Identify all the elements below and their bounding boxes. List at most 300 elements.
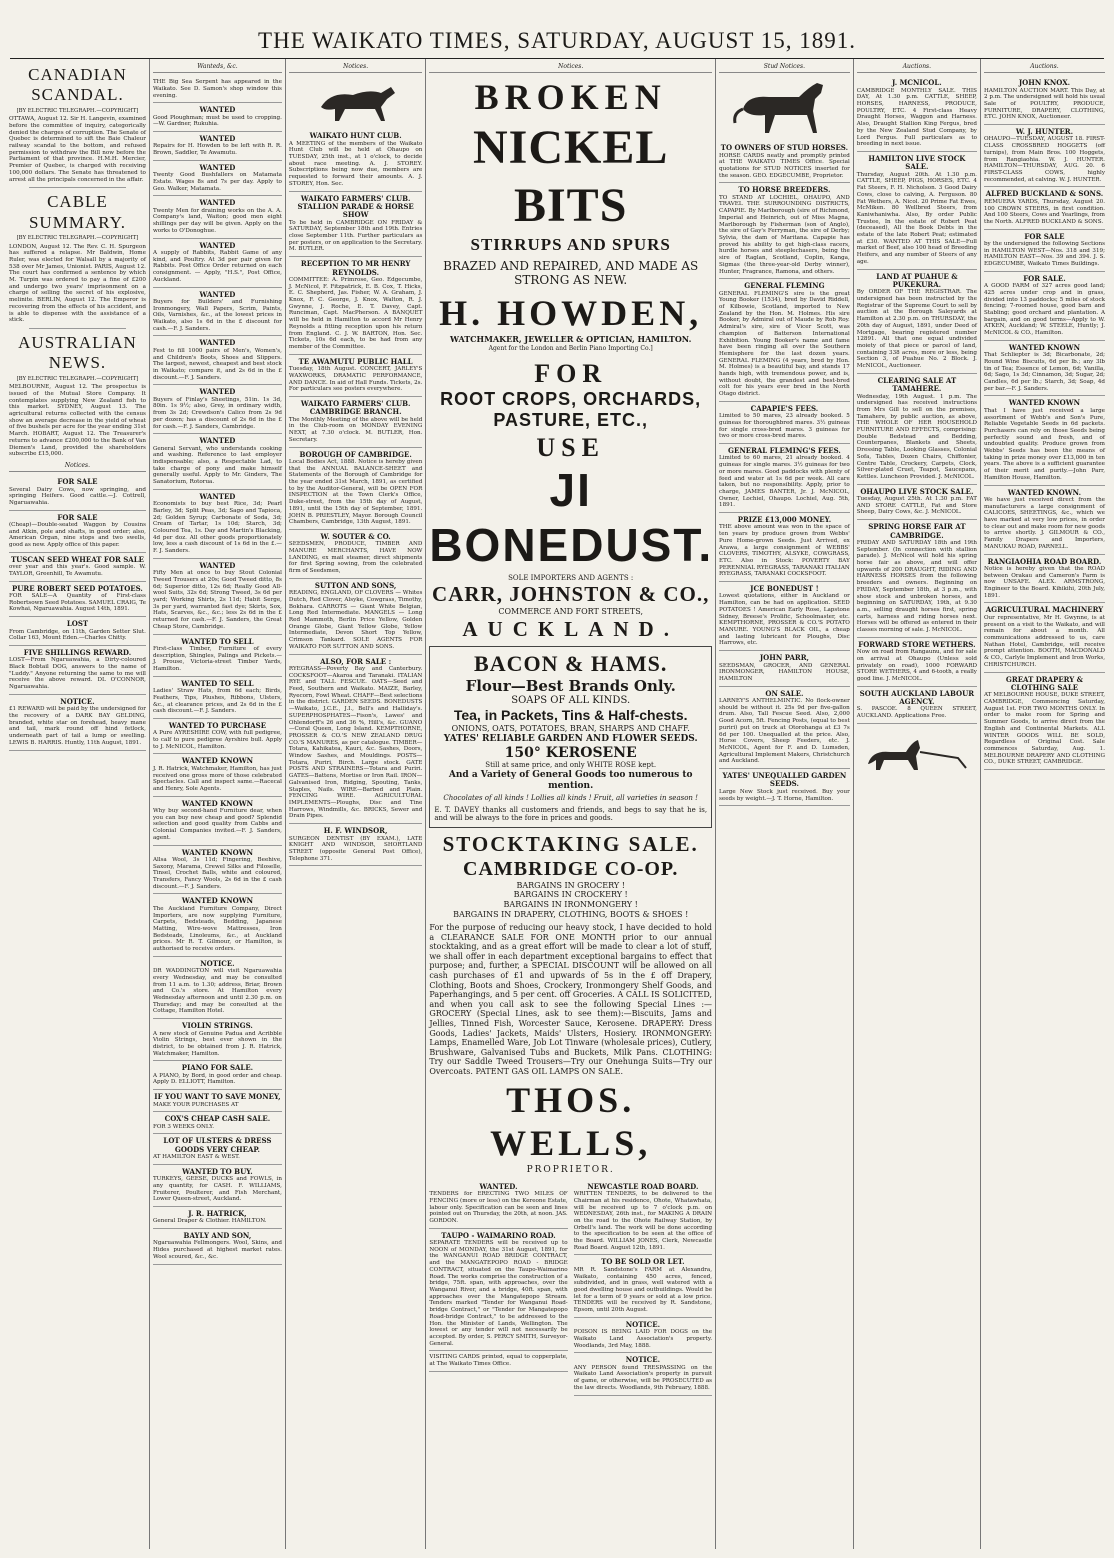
ad-heading: WANTED [199,289,236,299]
newcastle-road-ad [574,1180,712,1256]
advertisement [984,603,1105,672]
ad-heading: LOT OF ULSTERS & DRESS GOODS VERY CHEAP. [163,1136,272,1154]
ad-heading: TUSCAN SEED WHEAT FOR SALE [10,554,144,564]
ad-heading: SUTTON AND SONS, [314,580,397,590]
canadian-scandal-heading: CANADIAN SCANDAL. [28,65,127,105]
ad-body: TO STAND AT LOCHIEL, OHAUPO, AND TRAVEL THE SURROUNDING DISTRICTS, CAPAPIE. By Marlborough (sire of Richmond, Imperial and Heinrich, out of Miss Magna, Marlborough by Fisherman (son of Anglo), the sire of Gay's Ferryman, the sire of Derby; Sylvia, the dam of Maritana. Capapie has proved his ability to get high-class racers, hurdle horses and steeplechasers, being the sire of Raglan, Scotland, Coplin, Kanga, Sigmas (the three-year-old Derby winner), Hunter, Fragrance, Ramona, and others. [719,194,850,275]
ad-body: AT HAMILTON EAST & WEST. [152,1154,240,1161]
column-auctions-mcnicol [854,59,981,1549]
ad-body: AT MELBOURNE HOUSE, DUKE STREET, CAMBRIDGE, Commencing Saturday, August 1st. FOR TWO MONTHS ONLY. In order to make room for Spring and Summer Goods, to arrive direct from the English and Continental Markets. ALL WINTER GOODS WILL BE SOLD, Regardless of Original Cost. Sale commences Saturday, Aug. 1. MELBOURNE DRAPERY AND CLOTHING CO., DUKE STREET, CAMBRIDGE. [983,692,1105,766]
tea-heading: Tea, in Packets, Tins & Half-chests. [453,707,688,724]
ad-heading: WANTED TO BUY. [182,1166,253,1176]
advertisement [984,486,1105,555]
chocolates-text: Chocolates of all kinds ! Lollies all kinds ! Fruit, all varieties in season ! [443,794,698,803]
ad-heading: WANTED KNOWN [181,847,253,857]
ad-heading: TO HORSE BREEDERS. [738,185,831,195]
ad-body: Fest to fill 1000 pairs of Men's, Women's, and Children's Boots, Shoes and Slippers. The largest, newest, cheapest and best stock in Waikato; compare it, and 2s 6d in the £ discount.—F. J. Sanders. [152,347,282,381]
ad-body: MAKE YOUR PURCHASES AT [152,1101,239,1108]
advertisement [153,385,282,434]
ad-heading: IF YOU WANT TO SAVE MONEY, [154,1092,281,1102]
advertisement [153,677,282,719]
advertisement [719,769,850,806]
ad-body: Ladies' Straw Hats, from 6d each; Birds, Feathers, Tips, Plushes, Ribbons, Ulsters, &c., at clearance prices, and 2s 6d in the £ cash discount.—F. J. Sanders. [152,688,282,715]
ad-body: Notice is hereby given that the ROAD between Orakau and Cameron's Farm is now UNSAFE. ALEX. ARMSTRONG, Engineer to the Board. Kihikihi, 20th July, 1891. [983,565,1105,599]
advertisement [153,754,282,796]
ad-body: COMMITTEE: A. Primrose, Geo. Edgecumbe, J. McNicol, F. Fitzpatrick, E. B. Cox, T. Hicks, E. C. Shepherd, Jas. Fisher, W. A. Graham, J. Knox, F. C. George, J. Knox, Walton, R. J. Gwynne, J. Roche, E. T. Davey, Capt. Runciman, Capt. MacPherson. A BANQUET will be held in Hamilton to accord Mr Henry Reynolds a fitting reception upon his return from England. C. J. W. BARTON, Hon. Sec. Tickets, 10s 6d each, to be had from any member of the Committee. [288,276,423,350]
wanteds-heading: Wanteds, &c. [153,61,282,73]
ad-heading: W. SOUTER & CO. [320,531,391,541]
advertisement [984,673,1105,771]
advertisement [289,530,422,579]
hunting-dog-illustration [311,77,401,125]
ad-heading: WANTED [199,134,236,144]
advertisement [153,1207,282,1229]
auctions-heading: Auctions. [984,61,1105,73]
advertisement [719,687,850,769]
ad-body: We have just received direct from the manufacturers a large consignment of CALICOES, SHEETINGS, &c., which we have marked at very low prices, in order to clear out and make room for new goods to arrive shortly. J. GILMOUR & CO., Family Drapers and Importers, MANUKAU ROAD, PARNELL. [983,496,1105,550]
ad-heading: WANTED [199,338,236,348]
variety-text: And a Variety of General Goods too numerous to mention. [448,769,693,791]
advertisement [153,719,282,755]
advertisement [153,132,282,161]
ad-heading: WANTED TO SELL [181,678,254,688]
advertisement [289,355,422,397]
advertisement [289,655,422,825]
col1-ads [9,475,146,750]
column-stud-notices [716,59,854,1549]
ad-body: OHAUPO—TUESDAY, AUGUST 18. FIRST-CLASS CROSSBRED HOGGETS (off turnips), from Main Bros. 100 Hoggets, from Rangiaohia. W. J. HUNTER. HAMILTON—THURSDAY, AUG. 20. 6 FIRST-CLASS COWS, highly recommended, at calving. W. J. HUNTER. [983,136,1105,183]
advertisement [984,125,1105,187]
ad-body: Limited to 50 mares, 23 already booked. 5 guineas for thoroughbred mares. 3½ guineas for single cross-bred mares. 3 guineas for two or more cross-bred mares. [719,413,850,440]
ad-body: GENERAL FLEMING'S sire is the great Young Booker (1534), bred by David Riddell, of Kilbowie, Scotland, imported to New Zealand by the Hon. M. Holmes. His sire Booker, by Admiral out of Maude by Rob Roy. Admiral's sire, sire of Vicer Scott, was champion of Batterson International Exhibition. Young Booker's name and fame have been ringing all over the Southern Hemisphere for the last dozen years. GENERAL FLEMING (4 years, bred by Hon. M. Holmes) is a beautiful bay, and stands 17 hands high, with tremendous power, and is, without doubt, the grandest and best-bred colt for his years ever bred in the North Otago district. [719,290,850,398]
advertisement [153,161,282,197]
soaps-heading: SOAPS OF ALL KINDS. [511,695,631,707]
visiting-cards-ad [429,1351,567,1371]
ad-body: Fifty Men at once to buy Stout Colonial Tweed Trousers at 20s; Good Tweed ditto, 8s 6d; Superior ditto, 12s 6d; Really Good All-wool Suits, 32s 6d; Strong Tweed, 3s 6d per yard; Working Shirts, 2s 11d; Habit Serge, 3s per yard, warranted fast dye; Skirts, Sox, Hats, Scarves, &c., &c.; less 2s 6d in the £ returned for cash.—F. J. Sanders, the Great Cheap Store, Cambridge. [152,570,282,630]
advertisement [153,336,282,385]
advertisement [153,1134,282,1164]
ad-body: That I have just received a large assortment of Webb's and Son's Pure, Reliable Vegetable Seeds in 6d packets. Purchasers can rely on those Seeds being perfectly sound and fresh, and of undoubted quality. Produce grown from Webbs' Seeds has been the means of taking in prize money over £13,000 in ten years. The above is a sufficient guarantee of their merit and purity.—John Parr, Hamilton House, Hamilton. [983,407,1105,481]
advertisement [153,288,282,337]
ad-heading: NOTICE. [200,958,235,968]
col3-ads [289,129,422,866]
ad-heading: NOTICE. [625,1355,661,1365]
ad-heading: WANTED KNOWN [181,756,253,766]
bonedust-heading: JI BONEDUST. [429,464,714,572]
ad-body: That Schliepter is 3d; Bicarbonate, 2d; Round Wine Biscuits, 6d per lb.; any 3lb tin of Tea; Essence of Lemon, 6d; Vanilla, 6d; Sago, 1s 3d; Cinnamon, 3d; Sugar, 2d; Candles, 6d per lb.; Starch, 3d; Soap, 4d per bar.—F. J. Sanders. [983,352,1105,392]
advertisement [719,582,850,651]
ad-heading: WANTED. [479,1181,518,1191]
masthead: THE WAIKATO TIMES, SATURDAY, AUGUST 15, 1891. [258,28,856,53]
ad-heading: BAYLY AND SON, [183,1231,252,1241]
bargain-line: BARGAINS IN CROCKERY ! [513,890,628,900]
trespass-notice-ad [574,1353,712,1395]
column-wanteds [150,59,286,1549]
ad-heading: W. J. HUNTER. [1015,127,1074,137]
ad-heading: GREAT DRAPERY & CLOTHING SALE [1005,674,1084,692]
ad-body: over year and this year's. Good sample. W. TAYLOR, Greenhill, Te Awamutu. [9,564,146,577]
ad-heading: ALFRED BUCKLAND & SONS. [985,189,1104,199]
canadian-byline: [BY ELECTRIC TELEGRAPH.—COPYRIGHT] [16,107,139,114]
taupo-road-ad [429,1229,567,1352]
ad-body: TENDERS for ERECTING TWO MILES OF FENCING (more or less) on the Kereone Estate, labour only. Specification can be seen and lines pointed out on Thursday, the 20th, at noon. JAS. GORDON. [429,1191,568,1224]
ad-body: SEEDSMAN, GROCER, AND GENERAL IRONMONGER, HAMILTON HOUSE, HAMILTON [719,662,850,682]
ad-heading: WAIKATO FARMERS' CLUB. STALLION PARADE & HORSE SHOW [297,193,414,220]
ad-body: To be held in CAMBRIDGE ON FRIDAY & SATURDAY, September 18th and 19th. Entries close September 11th. Further particulars as per posters, or on application to the Secretary. M. BUTLER. [288,219,423,253]
ad-heading: TAUPO - WAIMARINO ROAD. [441,1230,556,1240]
ad-body: From Cambridge, on 11th, Garden Setter Slut. Collar 163, Mount Eden.—Charles Chitty. [9,628,146,642]
advertisement [984,396,1105,485]
notices-heading: Notices. [429,61,712,73]
ad-body: The Monthly Meeting of the above will be held in the Club-room on MONDAY EVENING NEXT, at 7.30 o'clock. M. BUTLER, Hon. Secretary. [288,416,423,443]
advertisement [153,1090,282,1112]
ad-body: A MEETING of the members of the Waikato Hunt Club will be held at Ohaupo on TUESDAY, 25th inst., at 1 o'clock, to decide about race meeting. A. J. STOREY. Subscriptions being now due, members are requested to forward their amounts. A. J. STOREY, Hon. Sec. [288,140,423,187]
ad-heading: WANTED [199,162,236,172]
advertisement [719,279,850,402]
ad-heading: TE AWAMUTU PUBLIC HALL [298,356,413,366]
advertisement [153,434,282,490]
ad-heading: LAND AT PUAHUE & PUKEKURA. [876,271,958,289]
col2-ads [153,76,282,1264]
auctions-heading: Auctions. [857,61,977,73]
thos-wells-heading: THOS. WELLS, [490,1079,652,1163]
howden-heading: H. HOWDEN, [439,292,703,333]
stud-notices-heading: Stud Notices. [719,61,850,73]
ad-heading: COX'S CHEAP CASH SALE. [164,1114,271,1124]
ad-body: Our representative, Mr H. Gwynne, is at present on a visit to the Waikato, and will remain for about a month. All communications addressed to us, care Nathan Hotel, Cambridge, will receive prompt attention. BOOTH, MACDONALD & CO., Carlyle Implement and Iron Works, CHRISTCHURCH. [983,614,1105,668]
ad-body: Buyers of Finlay's Sheetings, 51in. 1s 3d, 80in. 1s 9½; also, Grey, in ordinary width, from 3s 2d; Crewdson's Calico from 2s 9d per dozen; has a discount of 2s 6d in the £ for cash.—F. J. Sanders, Cambridge. [152,396,282,430]
ad-heading: TO OWNERS OF STUD HORSES. [720,143,849,153]
advertisement [9,475,146,511]
ad-body: Local Bodies Act, 1888. Notice is hereby given that the ANNUAL BALANCE-SHEET and Statements of the Borough of Cambridge for the year ended 31st March, 1891, as certified to by the Auditor-General, will be OPEN FOR INSPECTION at the Town Clerk's Office, Duke-street, from the 15th day of August, 1891, until the 15th day of September, 1891. JOHN B. PRIESTLEY, Mayor. Borough Council Chambers, Cambridge, 13th August, 1891. [288,458,423,526]
ad-body: By ORDER OF THE REGISTRAR. The undersigned has been instructed by the Registrar of the Supreme Court to sell by auction at the Borough Saleyards at Hamilton at 2.30 p.m. on THURSDAY, the 20th day of August, 1891, under Deed of Mortgage, bearing registered number 12891. All that one equal undivided moiety of that piece or parcel of land, containing 338 acres, more or less, being Section 3, of Puahue No. 2 Block. J. McNICOL, Auctioneer. [856,289,977,370]
ad-heading: WANTED KNOWN [181,798,253,808]
ad-heading: BOROUGH OF CAMBRIDGE. [299,449,412,459]
ad-body: Several Dairy Cows, now springing, and springing Heifers. Good cattle.—J. Cottrell, Ngaruawahia. [9,486,146,506]
ad-body: Economists to buy best Rice, 3d; Pearl Barley, 3d; Split Peas, 3d; Sago and Tapioca, 2d; Golden Syrup; Carbonate of Soda, 3d; Cream of Tartar, 1s 10d; Starch, 3d; Coloured Tea, 1s. Day and Martin's Blacking, 4d per doz. All other goods proportionately low, less a cash discount of 1s 6d in the £.—F. J. Sanders. [152,501,282,555]
ad-body: LOST—From Ngaruawahia, a Dirty-coloured Black Bobtail DOG, answers to the name of "Luddy." Anyone returning the same to me will receive the above reward. DL O'CONNOR, Ngaruawahia. [9,657,146,691]
ad-body: POISON IS BEING LAID FOR DOGS on the Waikato Land Association's property. Woodlands, 3rd May, 1888. [573,1329,713,1349]
davey-thanks-text: E. T. DAVEY thanks all customers and friends, and begs to say that he is, and will be always to the fore in prices and goods. [434,805,708,823]
ad-heading: FOR SALE [1024,231,1065,241]
advertisement [719,141,850,183]
notices-heading: Notices. [289,61,422,73]
ad-heading: PIANO FOR SALE. [181,1063,254,1073]
ad-heading: TO BE SOLD OR LET. [601,1257,685,1267]
ad-heading: HAMILTON LIVE STOCK SALE. [868,153,966,172]
advertisement [857,152,977,270]
flour-heading: Flour—Best Brands Only. [465,677,676,696]
ad-body: Allsa Wool, 3s 11d; Fingering, Beehive, Saxony, Marama, Crewel Silks and Filoselle, Tinsel, Crochet Balls, white and coloured, Transfers, Fancy Wools, 2s 6d in the £ cash discount.—F. J. Sanders. [152,856,282,890]
advertisement [984,76,1105,125]
ad-heading: NOTICE. [625,1319,661,1329]
ad-body: CAMBRIDGE MONTHLY SALE. THIS DAY, At 1.30 p.m. CATTLE, SHEEP, HORSES, HARNESS, PRODUCE, POULTRY, ETC. 4 First-class Heavy Draught Horses, Waggon and Harness. Also, Draught Stallion King Fergus, bred by the New Zealand Stud Company, by Lord Fergus. Full particulars as to breeding in next issue. [856,87,977,148]
advertisement [153,957,282,1019]
advertisement [857,687,977,724]
advertisement [9,511,146,553]
advertisement [289,257,422,355]
ad-heading: WANTED KNOWN [1008,342,1081,352]
ad-body: SURGEON DENTIST (BY EXAM.), LATE KNIGHT AND WINDSOR, SHORTLAND STREET (opposite General Post Office), Telephone 371. [288,835,423,862]
advertisement [984,555,1105,604]
column-news [6,59,150,1549]
ad-body: General Servant, who understands cooking and washing. Reference to last employer indispensable; also, a Respectable Lad, to take charge of pony and make himself generally useful. Apply to Mr. Ginders, The Sanatorium, Rotorua. [152,445,282,486]
cable-summary-heading: CABLE SUMMARY. [28,192,126,232]
ad-body: A new stock of Genuine Padua and Acribble Violin Strings, best ever shown in the district, to be obtained from J. R. Hatrick, Watchmaker, Hamilton. [152,1030,282,1057]
ad-heading: WANTED TO SELL [181,636,254,646]
advertisement [719,402,850,444]
ad-heading: WANTED [199,436,236,446]
kerosene-subtext: Still at same price, and only WHITE ROSE kept. [485,761,657,770]
ad-heading: RECEPTION TO MR HENRY REYNOLDS. [300,259,411,277]
advertisement [289,397,422,448]
proprietor-label: PROPRIETOR. [526,1164,615,1175]
stirrups-heading: STIRRUPS AND SPURS [470,234,671,254]
advertisement [153,797,282,846]
ad-body: READING, ENGLAND, OF CLOVERS — Whites Dutch, Red Clover, Alsyke, Cowgrass, Timothy, Bokhara. CARROTS — Giant White Belgian, Long Red Intermediate. MANGELS — Long Red Mammoth, Berlin Price Yellow, Golden Orange Globe, Giant Yellow Globe, Yellow Intermediate, Devon Short Top Yellow, Crimson Tankard. SOLE AGENTS FOR WAIKATO FOR SUTTON AND SONS. [288,590,423,650]
advertisement [153,894,282,956]
column-display-ads [426,59,716,1549]
ad-heading: WANTED TO PURCHASE [168,720,267,730]
ad-heading: ALSO, FOR SALE : [320,656,392,666]
ad-body: A GOOD FARM of 327 acres good land; 425 acres under crop and in grass, divided into 13 paddocks; 5 miles of stock fencing; 7-roomed house, good barn and Stabling; good orchard and plantation. A bargain, and on good terms—Apply to W. ATKEN, Auckland; W. STEELE, Huntly; J. McNICOL & CO., Hamilton. [983,283,1105,337]
advertisement [984,272,1105,341]
broken-heading: BROKEN [474,77,667,118]
commerce-streets: COMMERCE AND FORT STREETS, [498,607,643,617]
ad-heading: FIVE SHILLINGS REWARD. [23,647,132,657]
ad-heading: SOUTH AUCKLAND LABOUR AGENCY. [859,688,975,707]
bargain-line: BARGAINS IN GROCERY ! [516,880,625,890]
ad-body: VISITING CARDS printed, equal to copperplate, at The Waikato Times Office. [429,1354,568,1368]
advertisement [9,617,146,646]
nickel-bits-heading: NICKEL BITS [473,121,669,232]
advertisement [857,520,977,638]
advertisement [153,1019,282,1061]
canadian-body: OTTAWA, August 12. Sir H. Langevin, examined before the committee of inquiry, categorically denied the charges of corruption. The Senate of Quebec is determined to sift the Baie Chaleur railway scandal to the bottom, and refused permission to withdraw the Bill now before the Parliament of that province. H.M.H. Mercier, Premier of Quebec, is charged with receiving 100,000 dollars. The Senate has threatened to arrest all the principals concerned in the affair. [9,116,146,183]
ad-body: Tuesday, August 25th. At 1.30 p.m. FAT AND STORE CATTLE, Fat and Store Sheep, Dairy Cows, &c. J. McNICOL. [856,496,977,516]
ad-body: J. R. Hatrick, Watchmaker, Hamilton, has just received one gross more of those celebrated Spectacles. Call and inspect same.—Racecal and Henry, Sole Agents. [152,765,282,792]
bacon-hams-heading: BACON & HAMS. [474,651,668,676]
howden-subheading: WATCHMAKER, JEWELLER & OPTICIAN, HAMILTON. [449,333,692,344]
ad-heading: WANTED [199,491,236,501]
columns [6,59,1108,1549]
ad-heading: RANGIAOHIA ROAD BOARD. [987,556,1102,566]
advertisement [719,444,850,513]
advertisement [719,183,850,279]
ad-body: Why buy second-hand Furniture dear, when you can buy new cheap and good? Splendid selection and good quality from Cabbs and Colonial Companies invited.—F. J. Sanders, agent. [152,808,282,841]
col4-right-ads [574,1180,712,1396]
advertisement [153,1112,282,1134]
ad-body: General Draper & Clothier. HAMILTON. [152,1218,267,1225]
ad-body: Now on road from Rangaunu, and for sale on arrival at Ohaupo (Unless sold privately on road), 1000 FORWARD STORE WETHERS, 4 and 6-tooth, a really good line. J. McNICOL. [856,649,977,682]
ad-heading: WANTED KNOWN [181,896,253,906]
ad-heading: AGRICULTURAL MACHINERY [985,605,1104,615]
advertisement [153,846,282,895]
advertisement [153,559,282,635]
divider [29,187,126,188]
advertisement [857,76,977,152]
ad-heading: OHAUPO LIVE STOCK SALE. [860,486,974,496]
ad-heading: PRIZE £13,000 MONEY. [737,515,832,525]
ad-heading: NEWCASTLE ROAD BOARD. [587,1181,699,1191]
root-crops-heading: ROOT CROPS, ORCHARDS, PASTURE, ETC., [440,388,702,431]
ad-body: Tuesday, 18th August. CONCERT, JARLEY'S WAXWORKS, DRAMATIC PERFORMANCE, AND DANCE. In aid of Hall Funds. Tickets, 2s. For particulars see posters everywhere. [288,366,423,393]
cable-body: LONDON, August 12. The Rev. C. H. Spurgeon has suffered a relapse. Mr Baldwin, Home Ruler, was elected for Walsall by a majority of 538 over Mr James, Unionist. PARIS, August 12. The court has confirmed a sentence by which M. Turpin was ordered to pay a fine of £200 and undergo two years' imprisonment on a charge of selling the secret of his explosive, melinite. BERLIN, August 12. The Emperor is recovering from the effects of his accident, and is able to dispense with the assistance of a stick. [9,243,146,324]
advertisement [9,582,146,618]
advertisement [153,196,282,238]
ad-body: DR WADDINGTON will visit Ngaruawahia every Wednesday, and may be consulted from 11 a.m. to 1.30; address, Briar, Brown and Co.'s store. At Hamilton every Wednesday afternoon and until 2.30 p.m. on Thursday; and may be consulted at the Cottage, Hamilton Hotel. [152,968,282,1015]
advertisement [153,490,282,559]
bargain-line: BARGAINS IN IRONMONGERY ! [503,899,638,909]
advertisement [289,448,422,530]
advertisement [9,646,146,695]
ad-heading: WANTED [199,560,236,570]
advertisement [719,651,850,687]
col7-ads [984,76,1105,770]
advertisement [857,638,977,687]
ad-heading: YATES' UNEQUALLED GARDEN SEEDS. [722,771,847,789]
ad-body: £1 REWARD will be paid by the undersigned for the recovery of a DARK BAY GELDING, branded, white star on forehead, heavy mane and tail, mark round off hind fetlock, underneath part of tail a lump or swelling. LEWIS B. HARRIS. Huntly, 11th August, 1891. [9,706,146,746]
advertisement [289,129,422,191]
horse-illustration [729,77,839,137]
ad-heading: WANTED [199,387,236,397]
advertisement [153,1229,282,1265]
advertisement [984,230,1105,272]
ad-body: Thursday, August 20th. At 1.30 p.m. CATTLE, SHEEP, PIGS, HORSES, ETC. 4 Fat Steers, F. H. Nicholson. 3 Good Dairy Cows, close to calving, A. Ferguson. 80 Fat Wethers, A. Nicol. 20 Prime Fat Ewes, McMiken. 80 Wellbred Steers, from Kaniwhaniwha. Also, By order Public Trustee, In the estate of Robert Peat (deceased), All the Book Debts in the estate of the late Robert Peat; estimated at £30. WANTED AT THIS SALE—Full market of Beef, also 100 head of Breeding Heifers, and any number of Steers of any age. [856,171,977,265]
advertisement [153,1061,282,1090]
ad-body: by the undersigned the following Sections in HAMILTON WEST—Nos. 318 and 319; HAMILTON EAST—Nos. 39 and 394. J. S. EDGECUMBE, Waikato Times Buildings. [983,241,1105,268]
ad-body: A supply of Rabbits, Rabbit Game of any kind, and Poultry. At 3d per pair given for Rabbits. Post Office Order returned on each consignment. — Apply, "H.S.", Post Office, Auckland. [152,249,282,283]
ad-body: FOR 3 WEEKS ONLY. [152,1123,215,1130]
australian-body: MELBOURNE, August 12. The prospectus is issued of the Mutual Store Company. It contemplates supplying New Zealand fish to this market. SYDNEY, August 13. The agricultural returns collected with the census show an average decrease in the yield of wheat of five bushels per acre for the year ending 31st March. HOBART, August 12. The Treasurer's returns to advance £200,000 to the Bank of Van Diemen's Land, provided the shareholders subscribe £15,000. [9,384,146,458]
ad-body: Buyers for Builders' and Furnishing Ironmongery, Wall Papers, Scrim, Paints, Oils, Varnishes, &c., at the lowest prices in Waikato, also 1s 6d in the £ discount for cash.—F. J. Sanders. [152,298,282,332]
fencing-tender-ad [429,1180,567,1229]
ad-body: Limited to 60 mares, 21 already booked. 4 guineas for single mares. 3½ guineas for two or more mares. Good paddocks with plenty of feed and water at 1s 6d per week. All care taken, but no responsibility. Apply, prior to charge, JAMES BANTER, Jr. J. McNICOL, Owner, Lochiel, Ohaupo. Lochiel, Aug. 5th, 1891. [719,455,850,509]
ad-body: (Cheap)—Double-seated Waggon by Cousins and Atkin, pole and shafts, in good order; also, American Organ, nine stops and two swells, good as new. Apply office of this paper. [9,522,146,549]
ad-body: LARNEY'S ANTHELMINTIC. No flock-owner should be without it. 25s 9d per five-gallon drum. Also, Tall Fescue Seed. Also, 2,000 Good Acorn, 5ft. Fencing Posts, (equal to best puriri) put on truck at Otorohanga at £3 7s 6d per 100. Unequalled at the price. Also, Horse Covers, Sheep Feeders, etc. J. McNICOL, Agent for F. and D. Lumsden, Agricultural Implement Makers, Christchurch and Auckland. [719,698,850,765]
ad-body: Wednesday, 19th August. 1 p.m. The undersigned has received instructions from Mrs Gill to sell on the premises, Tamahere, by public auction, as above, THE WHOLE OF HER HOUSEHOLD FURNITURE AND EFFECTS, comprising: Double Bedstead and Bedding, Counterpanes, Blankets and Sheets, Dressing Table, Looking Glasses, Colonial Sofa, Tables, Dozen Chairs, Chiffonier, Centre Table, Crockery, Carpets, Clock, Silver-plated Cruet, Teapot, Saucepans, Kettles. Luncheon Provided. J. McNICOL. [856,393,977,480]
advertisement [289,824,422,866]
ad-heading: FOR SALE [57,512,98,522]
ad-heading: FORWARD STORE WETHERS. [858,639,976,649]
advertisement [153,103,282,132]
advertisement [984,187,1105,229]
ad-body: HAMILTON AUCTION MART. This Day, at 2 p.m. The undersigned will hold his usual Sale of POULTRY, PRODUCE, FURNITURE, DRAPERY, CLOTHING, ETC. JOHN KNOX, Auctioneer. [983,87,1105,121]
sole-agents-label: SOLE IMPORTERS AND AGENTS : [508,573,634,582]
advertisement [153,635,282,677]
ad-body: REMUERA YARDS, Thursday, August 20. 100 CROWN STEERS, in first condition. And 100 Steers, Cows and Yearlings, from the North. ALFRED BUCKLAND & SONS. [983,198,1105,225]
howden-agent: Agent for the London and Berlin Piano Importing Co.] [488,344,653,352]
carr-johnston-heading: CARR, JOHNSTON & CO., [432,582,710,607]
ad-body: Twenty Men for draining works on the A. A. Company's land, Waiton; good men eight shillings per day will be given. Apply on the works to O'Donoghue. [152,207,282,234]
ad-body: SEPARATE TENDERS will be received up to NOON of MONDAY, the 31st August, 1891, for the WANGANUI ROAD BRIDGE CONTRACT, and the MANGATEPOPO ROAD - BRIDGE CONTRACT, situated on the Taupo-Waimarino Road. The works comprise the construction of a bridge, 75ft. span, with approaches, over the Wanganui River, and a bridge, 40ft. span, with approaches over the Mangatepopo Stream. Tenders marked "Tender for Wanganui Road-bridge Contract," or "Tender for Mangatepopo Road-bridge Contract," to be addressed to the Hon. the Minister of Lands, Wellington. The lowest or any tender will not necessarily be accepted. By order, S. PERCY SMITH, Surveyor-General. [429,1240,568,1347]
ad-body: Lowest quotations, either in Auckland or Hamilton, can be had on application. SEED POTATOES ! American Early Rose, Lapstone Sidney, Breese's Prolific, Schoolmaster, etc. KEMPTHORNE, PROSSER & CO.'S POTATO MANURE. YOUNG'S BLACK OIL, a cheap and lasting lubricant for Ploughs, Disc Harrows, etc. [719,593,850,647]
ad-body: S. PASCOE. 8 QUEEN STREET, AUCKLAND. Applications Free. [856,706,977,720]
advertisement [153,76,282,103]
australian-news-heading: AUSTRALIAN NEWS. [18,333,137,373]
ad-heading: WANTED KNOWN. [1007,487,1082,497]
cambridge-coop-heading: CAMBRIDGE CO-OP. [463,857,679,880]
ad-body: FOR SALE—A Quantity of First-class Robertsown Seed Potatoes. SAMUEL CRAIG, Te Kowhai, Ngaruawahia. August 14th, 1891. [9,593,146,613]
ad-body: HORSE CARDS neatly and promptly printed at THE WAIKATO TIMES Office. Special quotations for STUD NOTICES inserted for the season. GEO. EDGECUMBE, Proprietor. [719,152,850,179]
ad-body: Repairs for H. Howden to be left with R. R. Brown, Saddler, Te Awamutu. [152,143,282,157]
ad-body: Good Ploughman; must be used to cropping.—W. Gardner, Rukuhia. [152,114,282,128]
advertisement [857,485,977,521]
column-notices [286,59,426,1549]
ad-heading: PURE ROBERT SEED POTATOES. [12,583,143,593]
notices-heading: Notices. [9,460,146,472]
ad-heading: GENERAL FLEMING'S FEES. [728,446,841,456]
ad-heading: SPRING HORSE FAIR AT CAMBRIDGE. [868,522,966,540]
advertisement [153,239,282,288]
ad-heading: JOHN KNOX. [1018,78,1071,88]
ad-heading: WANTED [199,105,236,115]
auckland-heading: AUCKLAND. [462,616,679,641]
ad-body: The Auckland Furniture Company, Direct Importers, are now supplying Furniture, Carpets, Bedsteads, Bedding, Japanese Matting, Wire-wove Mattresses, Iron Bedsteads, Linoleums, &c., at Auckland prices. Mr R. T. Gilmour, or Hamilton, is authorised to receive orders. [152,905,282,953]
ad-heading: JOHN PARR, [759,653,809,663]
advertisement [289,192,422,258]
ad-body: THE Big Sea Serpent has appeared in the Waikato. See D. Samon's shop window this evening. [152,79,282,99]
poison-notice-ad [574,1318,712,1354]
column-auctions-other [981,59,1108,1549]
coop-body: For the purpose of reducing our heavy stock, I have decided to hold a CLEARANCE SALE FOR ONE MONTH prior to our annual stocktaking, and as a great effort will be made to clear a lot of stuff, we shall offer in each department exceptional bargains to effect that purpose; and, further, a SPECIAL DISCOUNT will be allowed on all cash purchases of £1 and upwards of 5s in the £ off Drapery, Clothing, Boots and Shoes, Crockery, Ironmongery Shelf Goods, and Paperhangings, and 5 per cent. off Groceries. A CALL IS SOLICITED, and when you call ask to see the following Special Lines :— GROCERY (Special Lines, ask to see them):—Biscuits, Jams and Jellies, Tinned Fish, Worcester Sauce, Kerosene. DRAPERY: Dress Goods, Ladies' Jackets, Maids' Ulsters, Hosiery. IRONMONGERY: Lamps, Enamelled Ware, Job Lot Tinware (wholesale prices), Cutlery, Brushware, Galvanised Tubs and Buckets, Milk Pans. CLOTHING: Try our Saddle Tweed Trousers—Try our Onehunga Suits—Try our Overcoats. PATENT GAS OIL LAMPS ON SALE. [429,923,713,1076]
ad-heading: VIOLIN STRINGS. [182,1021,253,1031]
to-be-sold-ad [574,1255,712,1317]
stocktaking-heading: STOCKTAKING SALE. [442,831,699,856]
ad-heading: GENERAL FLEMING [744,281,825,291]
ad-body: WRITTEN TENDERS, to be delivered to the Chairman at his residence, Ohote, Whatawhata, will be received up to 7 o'clock p.m. on WEDNESDAY, 26th inst., for MAKING A DRAIN on the road to the Ohote Railway Station, by Orbell's land. The work will be done according to the specification to be seen at the office of the Board. WILLIAM JONES, Clerk, Newcastle Road Board. August 12th, 1891. [573,1191,713,1251]
kerosene-heading: 150° KEROSENE [504,744,637,761]
advertisement [153,1165,282,1207]
ad-heading: J. R. HATRICK, [188,1208,247,1218]
ad-heading: J. MCNICOL. [892,78,942,88]
ad-body: SEEDSMEN, PRODUCE, TIMBER AND MANURE MERCHANTS, HAVE NOW LANDING, ex mail steamer, direct shipments for first Spring sowing, from the celebrated firm of Seedsmen, [288,541,423,575]
advertisement [9,695,146,751]
ad-body: Large New Stock just received. Buy your seeds by weight.—J. T. Horne, Hamilton. [719,788,850,802]
australian-byline: [BY ELECTRIC TELEGRAPH.—COPYRIGHT] [16,375,139,382]
ad-heading: LOST [66,619,89,629]
onions-text: ONIONS, OATS, POTATOES, BRAN, SHARPS AND CHAFF. [451,724,690,734]
ad-body: MR R. Sandstone's FARM at Alexandra, Waikato, containing 450 acres, fenced, subdivided, and in grass, well watered with a good dwelling house and outbuildings. Would be let for a term of 9 years or sold at a low price. TENDERS will be received by R. Sandstone, Epsom, until 20th August. [573,1266,713,1314]
ad-heading: WAIKATO FARMERS' CLUB. CAMBRIDGE BRANCH. [300,398,411,417]
plough-illustration [862,728,972,774]
cable-byline: [BY ELECTRIC TELEGRAPH.—COPYRIGHT] [16,235,139,242]
divider [29,328,126,329]
col5-ads [719,141,850,806]
ad-body: A Pure AYRESHIRE COW, with full pedigree, to calf to pure pedigree Ayrshire bull. Apply to J. McNICOL, Hamilton. [152,730,282,750]
ad-heading: WAIKATO HUNT CLUB. [309,131,402,141]
ad-heading: CLEARING SALE AT TAMAHERE. [877,375,957,394]
advertisement [984,341,1105,397]
ad-body: Twenty Good Bushfallers on Matamata Estate. Wages 8s and 7s per day. Apply to Geo. Walker, Matamata. [152,172,282,192]
bargain-line: BARGAINS IN DRAPERY, CLOTHING, BOOTS & SHOES ! [453,909,689,919]
ad-heading: WANTED [199,198,236,208]
for-heading: FOR [534,358,608,388]
ad-body: FRIDAY AND SATURDAY 18th and 19th September. (In connection with stallion parade). J. McNicol will hold his spring horse fair as above, and will offer upwards of 200 DRAUGHT, RIDING AND HARNESS HORSES from the following breeders and owners. Beginning on FRIDAY, September 18th, at 3 p.m., with show stock and unbroken horses, and beginning on SATURDAY, 19th, at 9.30 a.m., selling draught horses first, spring carts, harness and riding horses next. Horses will be offered as entered in their classes morning of sale. J. McNICOL. [856,539,977,634]
ad-heading: NOTICE. [60,696,95,706]
ad-body: First-class Timber, Furniture of every description, Shingles, Palings and Pickets.—J. Prouse, Victoria-street Timber Yards, Hamilton. [152,645,282,673]
yates-seeds-text: YATES' RELIABLE GARDEN AND FLOWER SEEDS. [443,733,698,744]
advertisement [857,270,977,374]
advertisement [719,513,850,582]
repaired-text: BRAZED AND REPAIRED, AND MADE AS STRONG AS NEW. [443,258,699,288]
ad-body: TURKEYS, GEESE, DUCKS and FOWLS, in any quantity, for CASH. F. WILLIAMS, Fruiterer, Poulterer, and Fish Merchant, Lower Queen-street, Auckland. [152,1176,282,1203]
use-heading: USE [536,433,605,463]
ad-body: ANY PERSON found TRESPASSING on the Waikato Land Association's property in pursuit of game, or otherwise, will be PROSECUTED as the law directs. Woodlands, 9th February, 1888. [573,1364,713,1391]
ad-heading: WANTED KNOWN [1008,398,1081,408]
ad-heading: JCE BONEDUST ! [750,584,819,594]
ad-body: Ngaruawahia Fellmongers. Wool, Skins, and Hides purchased at highest market rates. Wool scoured, &c., &c. [152,1240,282,1260]
